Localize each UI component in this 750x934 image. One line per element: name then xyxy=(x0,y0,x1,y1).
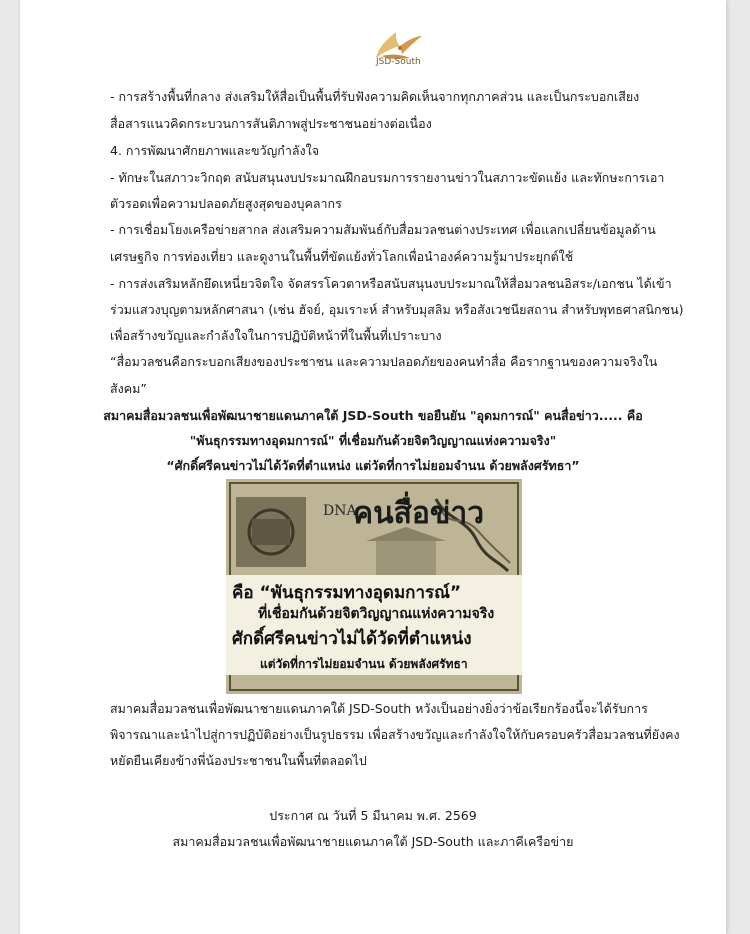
poster-title: คนสื่อข่าว xyxy=(353,496,485,531)
declaration-line: สมาคมสื่อมวลชนเพื่อพัฒนาชายแดนภาคใต้ JSD-South ขอยืนยัน "อุดมการณ์" คนสื่อข่าว..... คือ xyxy=(103,408,643,423)
poster-line: ศักดิ์ศรีคนข่าวไม่ได้วัดที่ตำแหน่ง xyxy=(232,629,472,649)
body-line: ตัวรอดเพื่อความปลอดภัยสูงสุดของบุคลากร xyxy=(110,196,342,211)
poster-dna-label: DNA xyxy=(323,503,357,519)
closing-line: หยัดยืนเคียงข้างพี่น้องประชาชนในพื้นที่ตลอดไป xyxy=(110,753,367,768)
dna-poster-image xyxy=(226,479,522,694)
declaration-line: "พันธุกรรมทางอุดมการณ์" ที่เชื่อมกันด้วยจิตวิญญาณแห่งความจริง" xyxy=(189,433,557,448)
logo-text: JSD-South xyxy=(376,57,421,67)
body-line: ร่วมแสวงบุญตามหลักศาสนา (เช่น ฮัจย์, อุมเราะห์ สำหรับมุสลิม หรือสังเวชนียสถาน สำหรับพุทธศาสนิกชน) xyxy=(110,302,684,317)
document-page xyxy=(20,0,726,934)
closing-line: พิจารณาและนำไปสู่การปฏิบัติอย่างเป็นรูปธรรม เพื่อสร้างขวัญและกำลังใจให้กับครอบครัวสื่อมวลชนที่ยังคง xyxy=(110,727,680,742)
body-line: - การส่งเสริมหลักยึดเหนี่ยวจิตใจ จัดสรรโควตาหรือสนับสนุนงบประมาณให้สื่อมวลชนอิสระ/เอกชน ได้เข้า xyxy=(110,276,672,291)
body-line: สื่อสารแนวคิดกระบวนการสันติภาพสู่ประชาชนอย่างต่อเนื่อง xyxy=(110,116,432,131)
poster-line: แต่วัดที่การไม่ยอมจำนน ด้วยพลังศรัทธา xyxy=(260,657,468,671)
closing-line: สมาคมสื่อมวลชนเพื่อพัฒนาชายแดนภาคใต้ JSD-South หวังเป็นอย่างยิ่งว่าข้อเรียกร้องนี้จะได้รับการ xyxy=(110,701,648,716)
declaration-line: “ศักดิ์ศรีคนข่าวไม่ได้วัดที่ตำแหน่ง แต่วัดที่การไม่ยอมจำนน ด้วยพลังศรัทธา” xyxy=(166,458,580,473)
body-line: - ทักษะในสภาวะวิกฤต สนับสนุนงบประมาณฝึกอบรมการรายงานข่าวในสภาวะขัดแย้ง และทักษะการเอา xyxy=(110,170,665,185)
poster-line: คือ “พันธุกรรมทางอุดมการณ์” xyxy=(232,583,462,603)
section-heading: 4. การพัฒนาศักยภาพและขวัญกำลังใจ xyxy=(110,143,320,158)
body-line: - การเชื่อมโยงเครือข่ายสากล ส่งเสริมความสัมพันธ์กับสื่อมวลชนต่างประเทศ เพื่อแลกเปลี่ยนข้อมูลด้าน xyxy=(110,222,656,237)
quote-line: “สื่อมวลชนคือกระบอกเสียงของประชาชน และความปลอดภัยของคนทำสื่อ คือรากฐานของความจริงใน xyxy=(110,354,658,369)
quote-line: สังคม” xyxy=(110,381,147,396)
body-line: - การสร้างพื้นที่กลาง ส่งเสริมให้สื่อเป็นพื้นที่รับฟังความคิดเห็นจากทุกภาคส่วน และเป็นกระบอกเสียง xyxy=(110,89,640,104)
poster-line: ที่เชื่อมกันด้วยจิตวิญญาณแห่งความจริง xyxy=(258,606,495,622)
signatory-org: สมาคมสื่อมวลชนเพื่อพัฒนาชายแดนภาคใต้ JSD-South และภาคีเครือข่าย xyxy=(172,834,574,849)
announcement-date: ประกาศ ณ วันที่ 5 มีนาคม พ.ศ. 2569 xyxy=(269,808,477,823)
body-line: เพื่อสร้างขวัญและกำลังใจในการปฏิบัติหน้าที่ในพื้นที่เปราะบาง xyxy=(110,328,442,343)
body-line: เศรษฐกิจ การท่องเที่ยว และดูงานในพื้นที่ขัดแย้งทั่วโลกเพื่อนำองค์ความรู้มาประยุกต์ใช้ xyxy=(110,249,574,264)
